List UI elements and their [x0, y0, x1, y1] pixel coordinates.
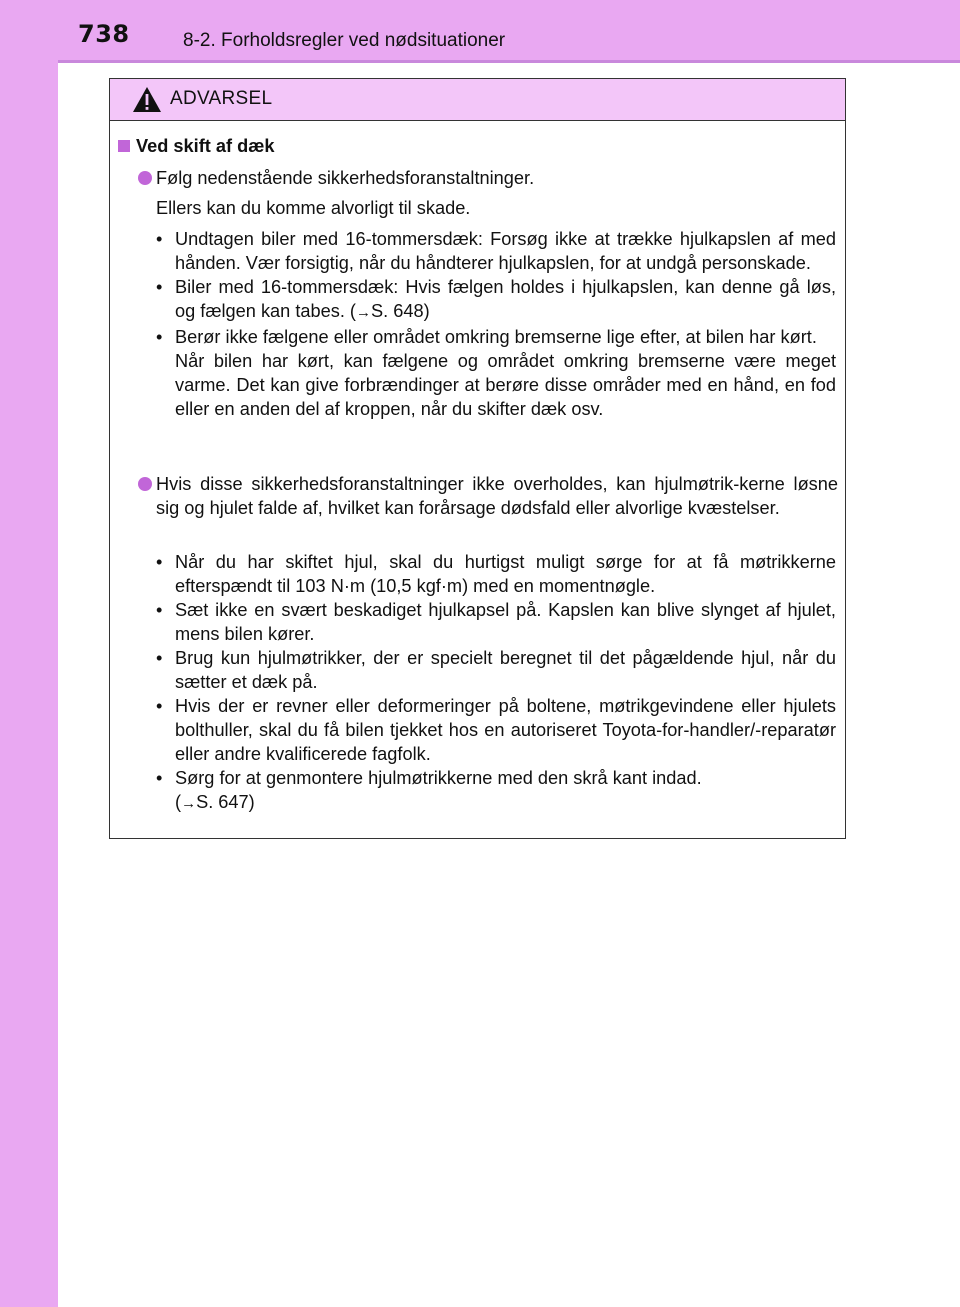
- page-reference: S. 647): [196, 792, 255, 812]
- point1-line1: Følg nedenstående sikkerhedsforanstaltninger.: [156, 168, 535, 188]
- list-item: [156, 598, 836, 646]
- list-item: [156, 646, 836, 694]
- circle-bullet-icon: [138, 171, 152, 185]
- list-item: [156, 694, 836, 766]
- square-bullet-icon: [118, 140, 130, 152]
- warning-label: ADVARSEL: [170, 88, 273, 109]
- list-item-continuation: [156, 349, 836, 421]
- section-title: 8-2. Forholdsregler ved nødsituationer: [183, 30, 506, 51]
- bullet-text: Hvis der er revner eller deformeringer på boltene, møtrikgevindene eller hjulets bolthuller, skal du få bilen tjekket hos en autoriseret Toyota-for-handler/-reparatør eller andre kvalificerede fagfolk.: [175, 696, 836, 764]
- bullet-text: Biler med 16-tommersdæk: Hvis fælgen holdes i hjulkapslen, kan denne gå løs, og fælgen kan tabes. (: [175, 277, 836, 321]
- point1-line2: Ellers kan du komme alvorligt til skade.: [156, 198, 471, 218]
- bullet-text: Undtagen biler med 16-tommersdæk: Forsøg ikke at trække hjulkapslen af med hånden. Vær forsigtig, når du håndterer hjulkapslen, for at undgå personskade.: [175, 229, 836, 273]
- circle-bullet-icon: [138, 477, 152, 491]
- bullet-text: Sæt ikke en svært beskadiget hjulkapsel på. Kapslen kan blive slynget af hjulet, mens bilen kører.: [175, 600, 836, 644]
- list-item: [156, 227, 836, 275]
- point2-bullet-list: [156, 550, 836, 816]
- arrow-right-icon: →: [181, 795, 197, 812]
- list-item: • Sørg for at genmontere hjulmøtrikkerne med den skrå kant indad. (→S. 647): [156, 766, 836, 816]
- bullet-text: Når du har skiftet hjul, skal du hurtigst muligt sørge for at få møtrikkerne efterspændt til 103 N·m (10,5 kgf·m) med en momentnøgle.: [175, 552, 836, 596]
- header-rule: [58, 60, 960, 63]
- point2-text: Hvis disse sikkerhedsforanstaltninger ikke overholdes, kan hjulmøtrik-kerne løsne sig og hjulet falde af, hvilket kan forårsage dødsfald eller alvorlige kvæstelser.: [156, 474, 838, 518]
- warning-header: [110, 79, 845, 121]
- arrow-right-icon: →: [355, 304, 371, 321]
- heading-text: Ved skift af dæk: [136, 136, 275, 156]
- bullet-text: Når bilen har kørt, kan fælgene og området omkring bremserne være meget varme. Det kan give forbrændinger at berøre disse områder med en hånd, en fod eller en anden del af kroppen, når du skifter dæk osv.: [175, 351, 836, 419]
- bullet-text: Berør ikke fælgene eller området omkring bremserne lige efter, at bilen har kørt.: [175, 327, 817, 347]
- warning-box: [109, 78, 846, 839]
- section-heading: [118, 136, 274, 157]
- warning-triangle-icon: [132, 86, 162, 113]
- list-item: [156, 550, 836, 598]
- list-item: [156, 325, 836, 349]
- list-item: [156, 275, 836, 325]
- bullet-text: Brug kun hjulmøtrikker, der er specielt beregnet til det pågældende hjul, når du sætter et dæk på.: [175, 648, 836, 692]
- page-reference: S. 648): [370, 301, 430, 321]
- point1-bullet-list: [156, 227, 836, 421]
- page-number: 738: [78, 20, 130, 48]
- bullet-text: Sørg for at genmontere hjulmøtrikkerne med den skrå kant indad.: [175, 768, 702, 788]
- side-color-band: [0, 0, 58, 1307]
